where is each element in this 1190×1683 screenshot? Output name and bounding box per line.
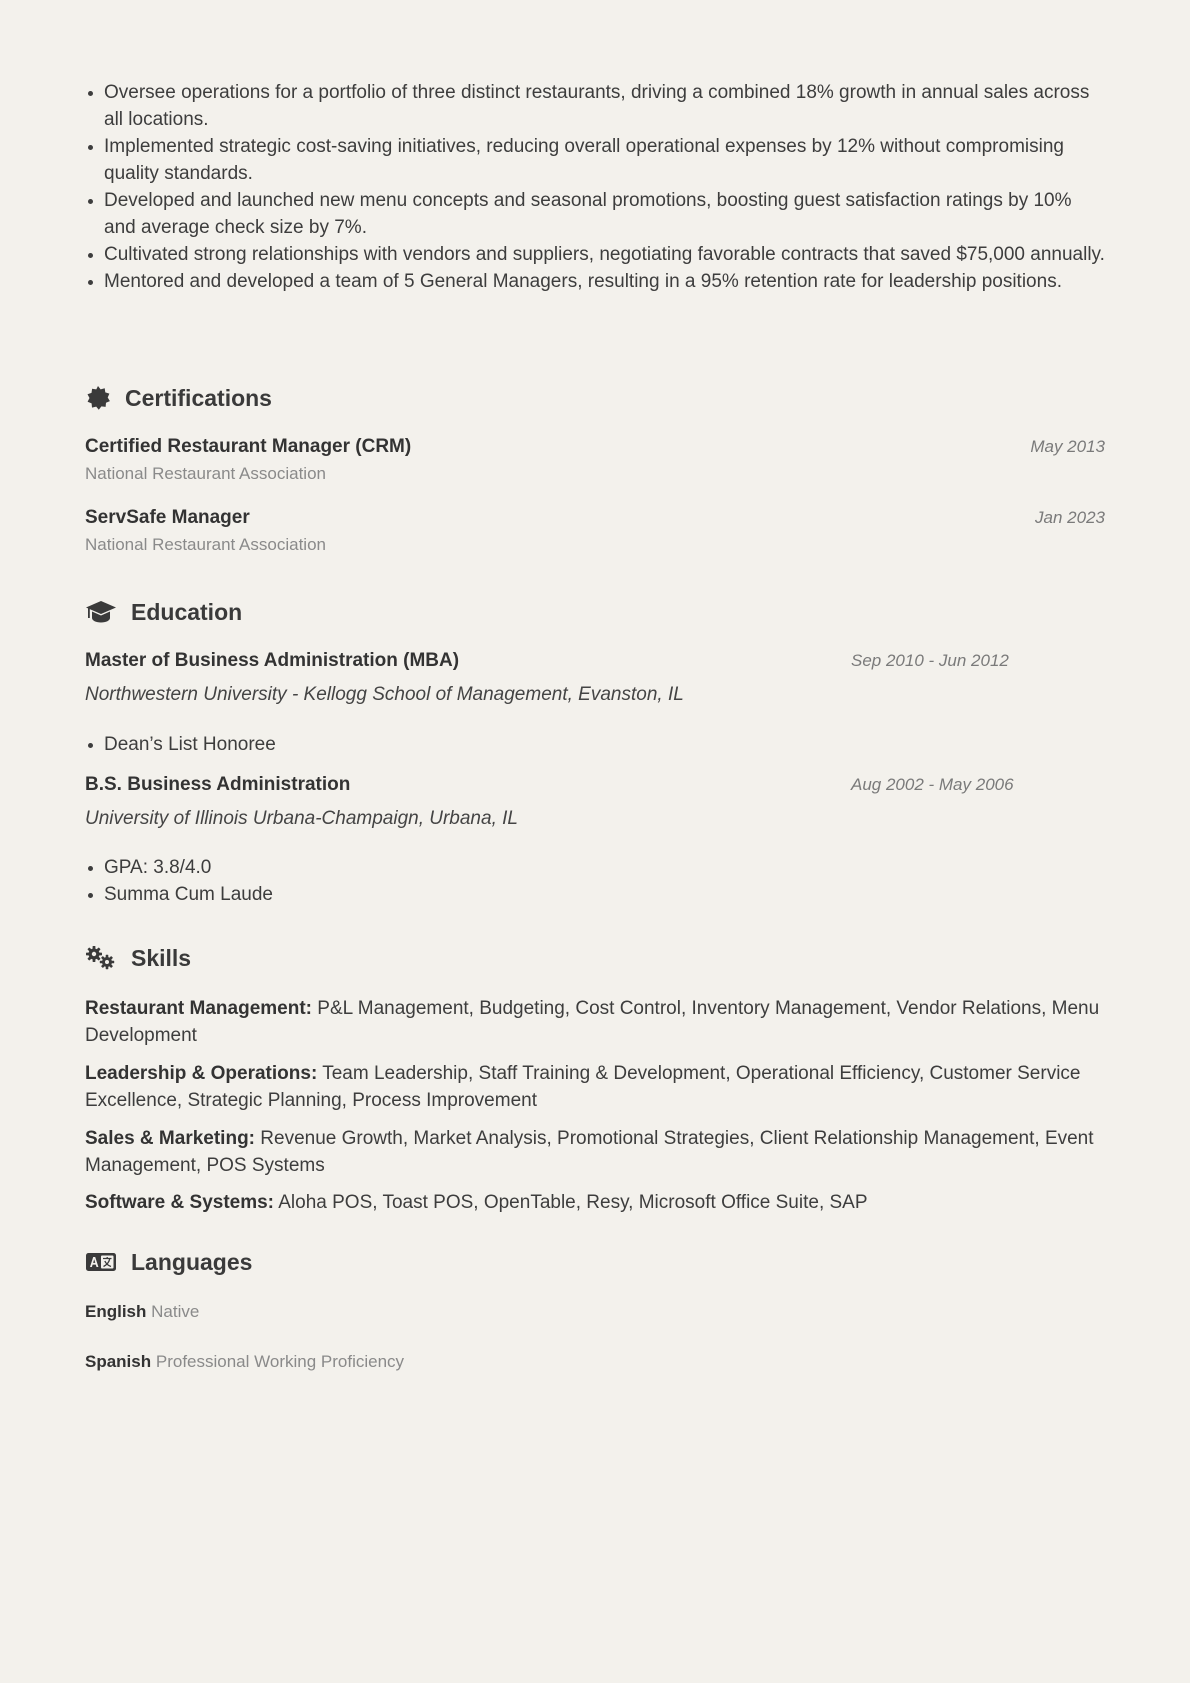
section-title: Skills	[131, 944, 192, 971]
education-dates: Aug 2002 - May 2006	[851, 775, 1014, 794]
certification-name: Certified Restaurant Manager (CRM)	[85, 436, 412, 457]
language-level: Native	[151, 1302, 200, 1321]
skill-row	[85, 995, 1105, 1049]
certification-issuer: National Restaurant Association	[85, 464, 326, 483]
experience-bullet: Implemented strategic cost-saving initiatives, reducing overall operational expenses by 12% without compromising quality standards.	[85, 133, 1105, 187]
education-heading	[85, 597, 242, 627]
language-name: Spanish	[85, 1352, 152, 1371]
skill-row	[85, 1060, 1105, 1114]
skills-heading	[85, 943, 191, 973]
skill-category: Restaurant Management:	[85, 998, 312, 1019]
education-detail: GPA: 3.8/4.0	[85, 854, 1105, 881]
experience-bullet: Developed and launched new menu concepts and seasonal promotions, boosting guest satisfaction ratings by 10% and average check size by 7%.	[85, 187, 1105, 241]
skill-list: Team Leadership, Staff Training & Development, Operational Efficiency, Customer Service Excellence, Strategic Planning, Process Improvement	[85, 1063, 1081, 1111]
education-details	[85, 731, 1105, 758]
experience-bullet: Oversee operations for a portfolio of three distinct restaurants, driving a combined 18% growth in annual sales across all locations.	[85, 79, 1105, 133]
education-degree: Master of Business Administration (MBA)	[85, 650, 460, 671]
education-school: University of Illinois Urbana-Champaign, Urbana, IL	[85, 808, 518, 829]
gears-icon	[85, 944, 131, 972]
language-name: English	[85, 1302, 147, 1321]
certification-date: May 2013	[1030, 437, 1105, 456]
section-title: Languages	[131, 1248, 253, 1275]
section-title: Certifications	[125, 384, 272, 411]
education-detail: Dean’s List Honoree	[85, 731, 1105, 758]
experience-bullet: Cultivated strong relationships with vendors and suppliers, negotiating favorable contracts that saved $75,000 annually.	[85, 241, 1105, 268]
skill-row	[85, 1125, 1105, 1179]
education-dates: Sep 2010 - Jun 2012	[851, 651, 1009, 670]
language-translate-icon	[85, 1248, 131, 1276]
education-details	[85, 854, 1105, 908]
graduation-cap-icon	[85, 598, 131, 626]
skill-list: P&L Management, Budgeting, Cost Control, Inventory Management, Vendor Relations, Menu Development	[85, 998, 1100, 1046]
certification-name: ServSafe Manager	[85, 507, 250, 528]
experience-bullets	[85, 79, 1105, 295]
certifications-heading	[85, 383, 272, 413]
certificate-badge-icon	[85, 384, 125, 412]
education-detail: Summa Cum Laude	[85, 881, 1105, 908]
section-title: Education	[131, 598, 243, 625]
skill-category: Leadership & Operations:	[85, 1063, 318, 1084]
education-degree: B.S. Business Administration	[85, 774, 351, 795]
skill-list: Aloha POS, Toast POS, OpenTable, Resy, Microsoft Office Suite, SAP	[278, 1192, 868, 1213]
certification-issuer: National Restaurant Association	[85, 535, 326, 554]
education-school: Northwestern University - Kellogg School of Management, Evanston, IL	[85, 684, 684, 705]
skill-row	[85, 1189, 1105, 1216]
language-row	[85, 1352, 404, 1372]
certification-date: Jan 2023	[1035, 508, 1105, 527]
experience-bullet: Mentored and developed a team of 5 General Managers, resulting in a 95% retention rate for leadership positions.	[85, 268, 1105, 295]
language-row	[85, 1302, 199, 1322]
language-level: Professional Working Proficiency	[155, 1352, 405, 1371]
languages-heading	[85, 1247, 252, 1277]
skill-category: Sales & Marketing:	[85, 1128, 255, 1149]
skill-category: Software & Systems:	[85, 1192, 275, 1213]
skill-list: Revenue Growth, Market Analysis, Promotional Strategies, Client Relationship Management, Event Management, POS Systems	[85, 1128, 1094, 1176]
